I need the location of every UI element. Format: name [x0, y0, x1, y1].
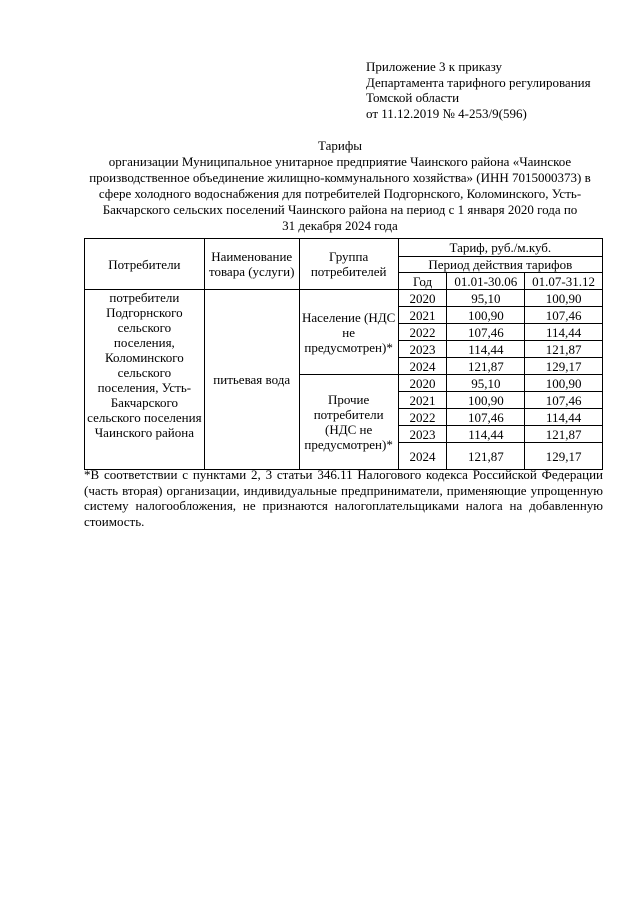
year-cell: 2020 [398, 290, 447, 307]
group-cell: Население (НДС не предусмотрен)* [299, 290, 398, 375]
tariff-h1-cell: 114,44 [447, 341, 525, 358]
year-cell: 2024 [398, 358, 447, 375]
tariff-table [84, 238, 603, 470]
year-cell: 2023 [398, 426, 447, 443]
tariff-h1-cell: 100,90 [447, 307, 525, 324]
year-cell: 2022 [398, 324, 447, 341]
header-group: Группа потребителей [299, 239, 398, 290]
appendix-line: Томской области [366, 90, 460, 105]
tariff-h1-cell: 121,87 [447, 443, 525, 470]
tariff-h2-cell: 121,87 [525, 426, 603, 443]
tariff-h2-cell: 107,46 [525, 307, 603, 324]
appendix-line: Департамента тарифного регулирования [366, 74, 591, 90]
appendix-block [366, 59, 591, 121]
title-line: 31 декабря 2024 года [282, 218, 398, 233]
tariff-h1-cell: 107,46 [447, 409, 525, 426]
tariff-h2-cell: 114,44 [525, 409, 603, 426]
tariff-h1-cell: 114,44 [447, 426, 525, 443]
tariff-h2-cell: 121,87 [525, 341, 603, 358]
year-cell: 2023 [398, 341, 447, 358]
header-product: Наименование товара (услуги) [204, 239, 299, 290]
year-cell: 2021 [398, 392, 447, 409]
tariff-h1-cell: 121,87 [447, 358, 525, 375]
header-half2: 01.07-31.12 [525, 273, 603, 290]
consumers-cell: потребители Подгорнского сельского поселения, Коломинского сельского поселения, Усть-Бакчарского сельского поселения Чаинского района [85, 290, 205, 470]
year-cell: 2022 [398, 409, 447, 426]
header-consumers: Потребители [85, 239, 205, 290]
title-line: Бакчарского сельских поселений Чаинского района на период с 1 января 2020 года по [102, 202, 578, 217]
tariff-h1-cell: 95,10 [447, 290, 525, 307]
title-heading: Тарифы [317, 138, 362, 153]
tariff-h2-cell: 107,46 [525, 392, 603, 409]
title-line: организации Муниципальное унитарное предприятие Чаинского района «Чаинское [108, 154, 572, 169]
tariff-h2-cell: 114,44 [525, 324, 603, 341]
document-title [84, 138, 596, 234]
header-half1: 01.01-30.06 [447, 273, 525, 290]
header-tariff: Тариф, руб./м.куб. [398, 239, 602, 257]
tariff-h2-cell: 100,90 [525, 375, 603, 392]
tariff-h2-cell: 129,17 [525, 443, 603, 470]
appendix-line: от 11.12.2019 № 4-253/9(596) [366, 105, 527, 121]
year-cell: 2024 [398, 443, 447, 470]
tariff-h1-cell: 107,46 [447, 324, 525, 341]
title-line: производственное объединение жилищно-коммунального хозяйства» (ИНН 7015000373) в [89, 170, 591, 185]
title-line: сфере холодного водоснабжения для потребителей Подгорнского, Коломинского, Усть- [98, 186, 582, 201]
year-cell: 2021 [398, 307, 447, 324]
header-period: Период действия тарифов [398, 257, 602, 273]
year-cell: 2020 [398, 375, 447, 392]
footnote: *В соответствии с пунктами 2, 3 статьи 346.11 Налогового кодекса Российской Федерации (часть вторая) организации, индивидуальные предприниматели, применяющие упрощенную систему налогообложения, не признаются налогоплательщиками налога на добавленную стоимость. [84, 467, 603, 529]
tariff-h2-cell: 129,17 [525, 358, 603, 375]
tariff-h1-cell: 100,90 [447, 392, 525, 409]
tariff-h2-cell: 100,90 [525, 290, 603, 307]
header-year: Год [398, 273, 447, 290]
tariff-h1-cell: 95,10 [447, 375, 525, 392]
group-cell: Прочие потребители (НДС не предусмотрен)* [299, 375, 398, 470]
product-cell: питьевая вода [204, 290, 299, 470]
appendix-line: Приложение 3 к приказу [366, 59, 503, 74]
